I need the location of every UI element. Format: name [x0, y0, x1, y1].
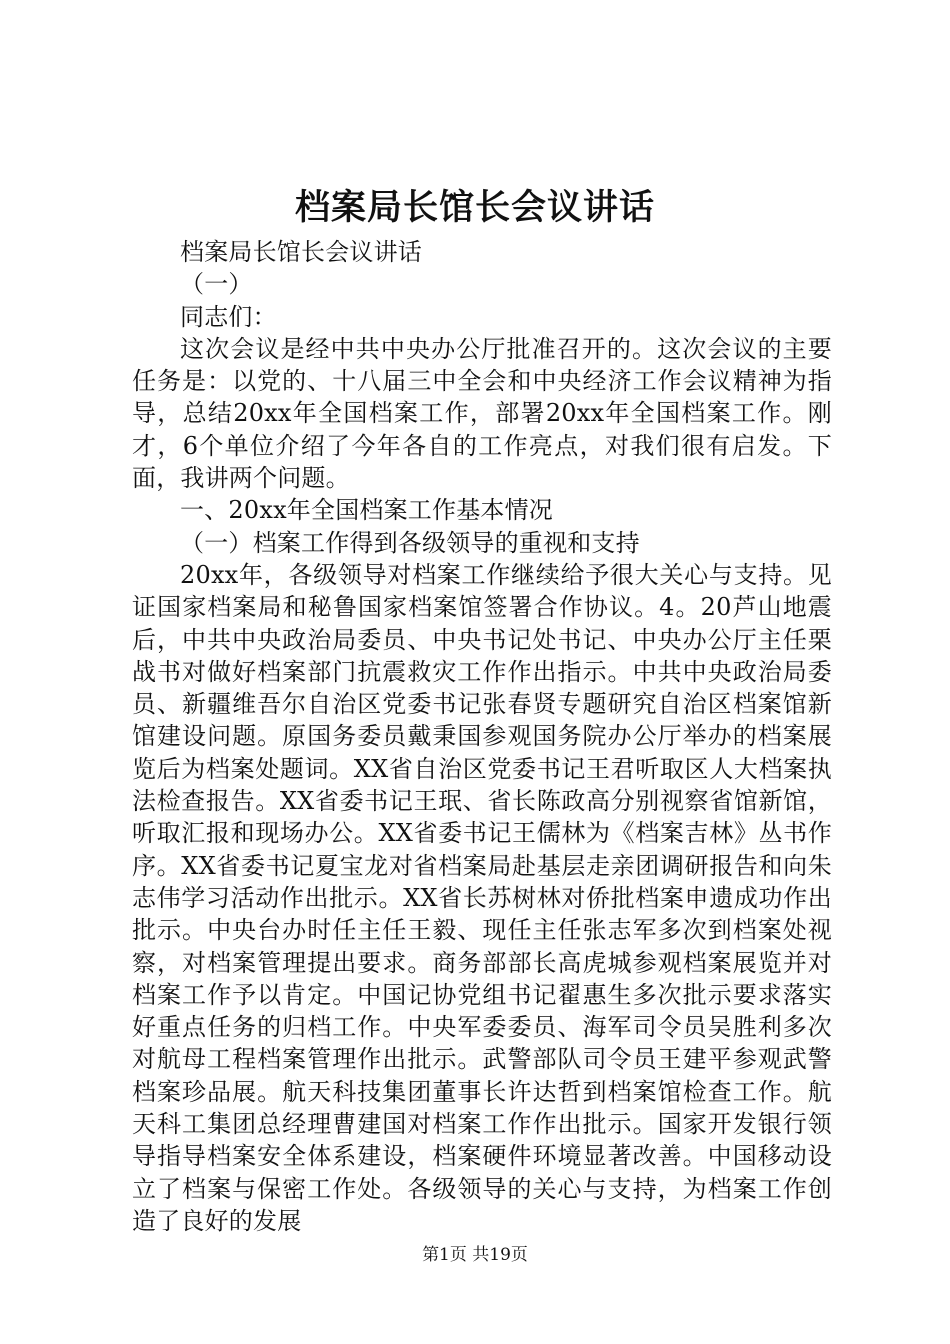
subsection-heading: （一）档案工作得到各级领导的重视和支持 [180, 528, 640, 557]
body-paragraph: 20xx年，各级领导对档案工作继续给予很大关心与支持。见证国家档案局和秘鲁国家档案馆签署合作协议。4。20芦山地震后，中共中央政治局委员、中央书记处书记、中央办公厅主任栗战书对做好档案部门抗震救灾工作作出指示。中共中央政治局委员、新疆维吾尔自治区党委书记张春贤专题研究自治区档案馆新馆建设问题。原国务委员戴秉国参观国务院办公厅举办的档案展览后为档案处题词。XX省自治区党委书记王君听取区人大档案执法检查报告。XX省委书记王珉、省长陈政高分别视察省馆新馆，听取汇报和现场办公。XX省委书记王儒林为《档案吉林》丛书作序。XX省委书记夏宝龙对省档案局赴基层走亲团调研报告和向朱志伟学习活动作出批示。XX省长苏树林对侨批档案申遗成功作出批示。中央台办时任主任王毅、现任主任张志军多次到档案处视察，对档案管理提出要求。商务部部长高虎城参观档案展览并对档案工作予以肯定。中国记协党组书记翟惠生多次批示要求落实好重点任务的归档工作。中央军委委员、海军司令员吴胜利多次对航母工程档案管理作出批示。武警部队司令员王建平参观武警档案珍品展。航天科技集团董事长许达哲到档案馆检查工作。航天科工集团总经理曹建国对档案工作作出批示。国家开发银行领导指导档案安全体系建设，档案硬件环境显著改善。中国移动设立了档案与保密工作处。各级领导的关心与支持，为档案工作创造了良好的发展 [132, 560, 832, 1235]
section-number-paragraph: （一） [180, 270, 253, 299]
intro-paragraph: 这次会议是经中共中央办公厅批准召开的。这次会议的主要任务是：以党的、十八届三中全会和中央经济工作会议精神为指导，总结20xx年全国档案工作，部署20xx年全国档案工作。刚才，6个单位介绍了今年各自的工作亮点，对我们很有启发。下面，我讲两个问题。 [132, 334, 832, 493]
document-body [132, 236, 832, 1237]
subtitle-paragraph: 档案局长馆长会议讲话 [180, 238, 422, 266]
section-heading: 一、20xx年全国档案工作基本情况 [180, 496, 554, 525]
page-number-footer: 第1页 共19页 [422, 1245, 528, 1265]
document-title: 档案局长馆长会议讲话 [294, 187, 655, 228]
salutation-paragraph: 同志们： [180, 302, 277, 331]
